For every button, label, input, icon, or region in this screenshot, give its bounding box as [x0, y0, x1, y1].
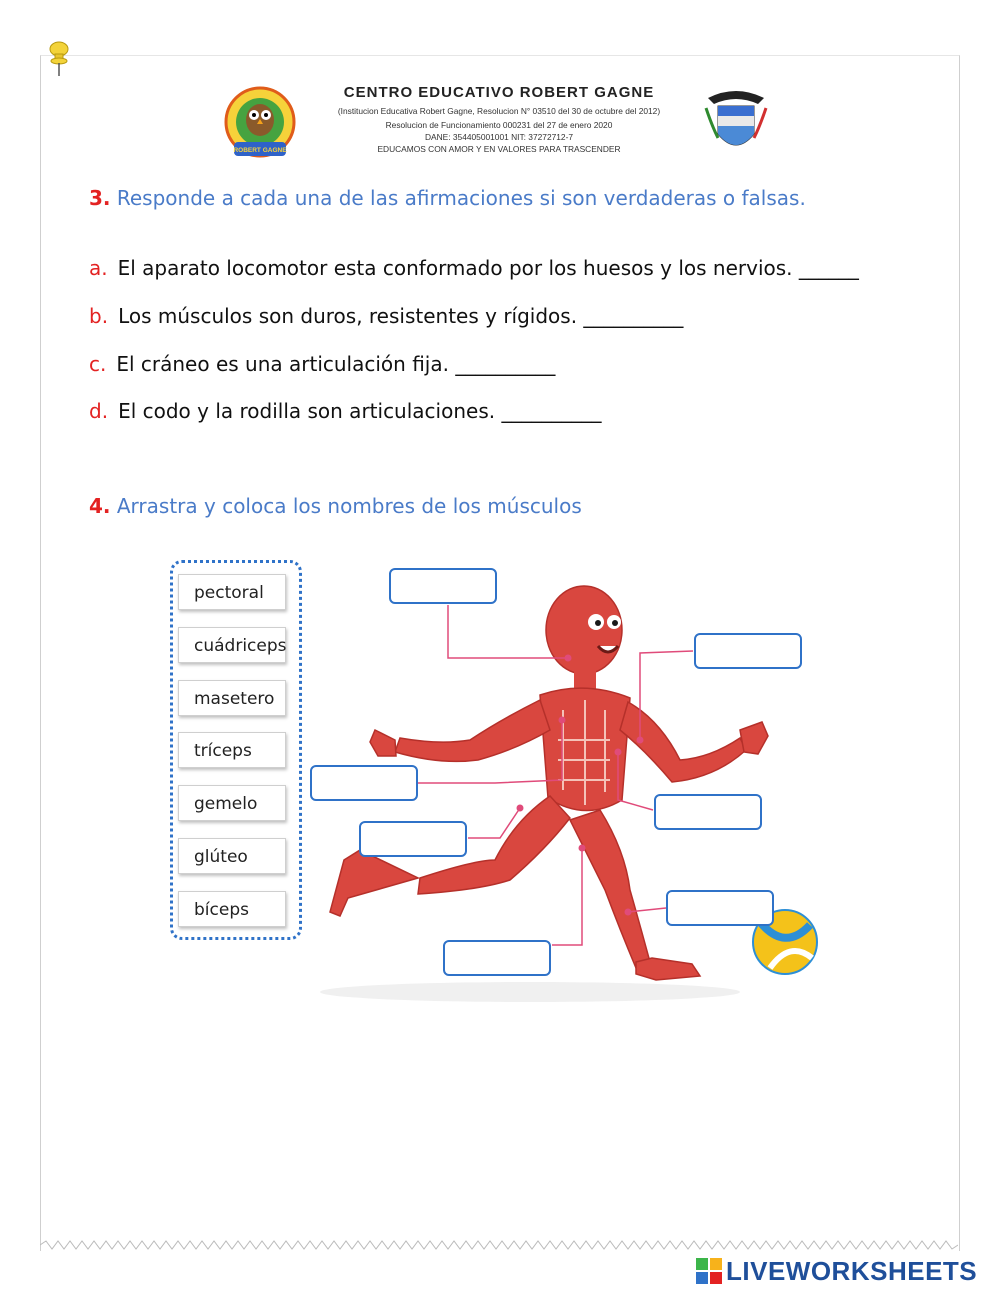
- draggable-word-masetero[interactable]: masetero: [178, 680, 286, 716]
- school-resolution: (Institucion Educativa Robert Gagne, Resolucion N° 03510 del 30 de octubre del 2012): [337, 106, 661, 116]
- draggable-word-pectoral[interactable]: pectoral: [178, 574, 286, 610]
- drop-target-upper-arm[interactable]: [694, 633, 802, 669]
- draggable-word-triceps[interactable]: tríceps: [178, 732, 286, 768]
- draggable-word-gemelo[interactable]: gemelo: [178, 785, 286, 821]
- statement-letter: c.: [89, 352, 107, 376]
- school-name: CENTRO EDUCATIVO ROBERT GAGNE: [343, 84, 655, 101]
- liveworksheets-logo-icon: [696, 1258, 722, 1284]
- statement-letter: b.: [89, 304, 109, 328]
- question-4-number: 4.: [89, 494, 111, 518]
- statement-a: [89, 256, 859, 280]
- colombia-coat-of-arms-icon: [698, 86, 774, 162]
- ground-shadow: [320, 982, 740, 1002]
- statement-b: [89, 304, 683, 328]
- torn-edge-divider: [40, 1238, 958, 1252]
- pushpin-icon[interactable]: [46, 40, 72, 78]
- question-3-number: 3.: [89, 186, 111, 210]
- question-3-text: Responde a cada una de las afirmaciones si son verdaderas o falsas.: [116, 186, 806, 210]
- school-header: [220, 84, 780, 164]
- statement-c: [89, 352, 555, 376]
- school-motto: EDUCAMOS CON AMOR Y EN VALORES PARA TRASCENDER: [377, 144, 621, 154]
- statement-text: Los músculos son duros, resistentes y rígidos. __________: [118, 304, 684, 328]
- drop-target-chest[interactable]: [310, 765, 418, 801]
- statement-text: El cráneo es una articulación fija. __________: [116, 352, 556, 376]
- draggable-word-gluteo[interactable]: glúteo: [178, 838, 286, 874]
- question-4-text: Arrastra y coloca los nombres de los músculos: [116, 494, 582, 518]
- statement-text: El codo y la rodilla son articulaciones. __________: [118, 399, 602, 423]
- drop-target-thigh[interactable]: [443, 940, 551, 976]
- statement-letter: d.: [89, 399, 109, 423]
- draggable-word-biceps[interactable]: bíceps: [178, 891, 286, 927]
- question-4-title: [89, 494, 582, 518]
- school-operation-resolution: Resolucion de Funcionamiento 000231 del 27 de enero 2020: [385, 120, 613, 130]
- drop-target-head[interactable]: [389, 568, 497, 604]
- school-dane-nit: DANE: 354405001001 NIT: 37272712-7: [424, 132, 574, 142]
- statement-text: El aparato locomotor esta conformado por los huesos y los nervios. ______: [117, 256, 859, 280]
- drop-target-calf[interactable]: [666, 890, 774, 926]
- question-3-title: [89, 186, 806, 210]
- draggable-word-cuadriceps[interactable]: cuádriceps: [178, 627, 286, 663]
- school-owl-logo-icon: [220, 84, 300, 164]
- drop-target-hip[interactable]: [359, 821, 467, 857]
- logo-ribbon-text: ROBERT GAGNE: [233, 147, 287, 154]
- liveworksheets-text: LIVEWORKSHEETS: [726, 1255, 978, 1286]
- statement-letter: a.: [89, 256, 108, 280]
- statement-d: [89, 399, 601, 423]
- liveworksheets-brand[interactable]: [696, 1256, 977, 1286]
- drop-target-forearm[interactable]: [654, 794, 762, 830]
